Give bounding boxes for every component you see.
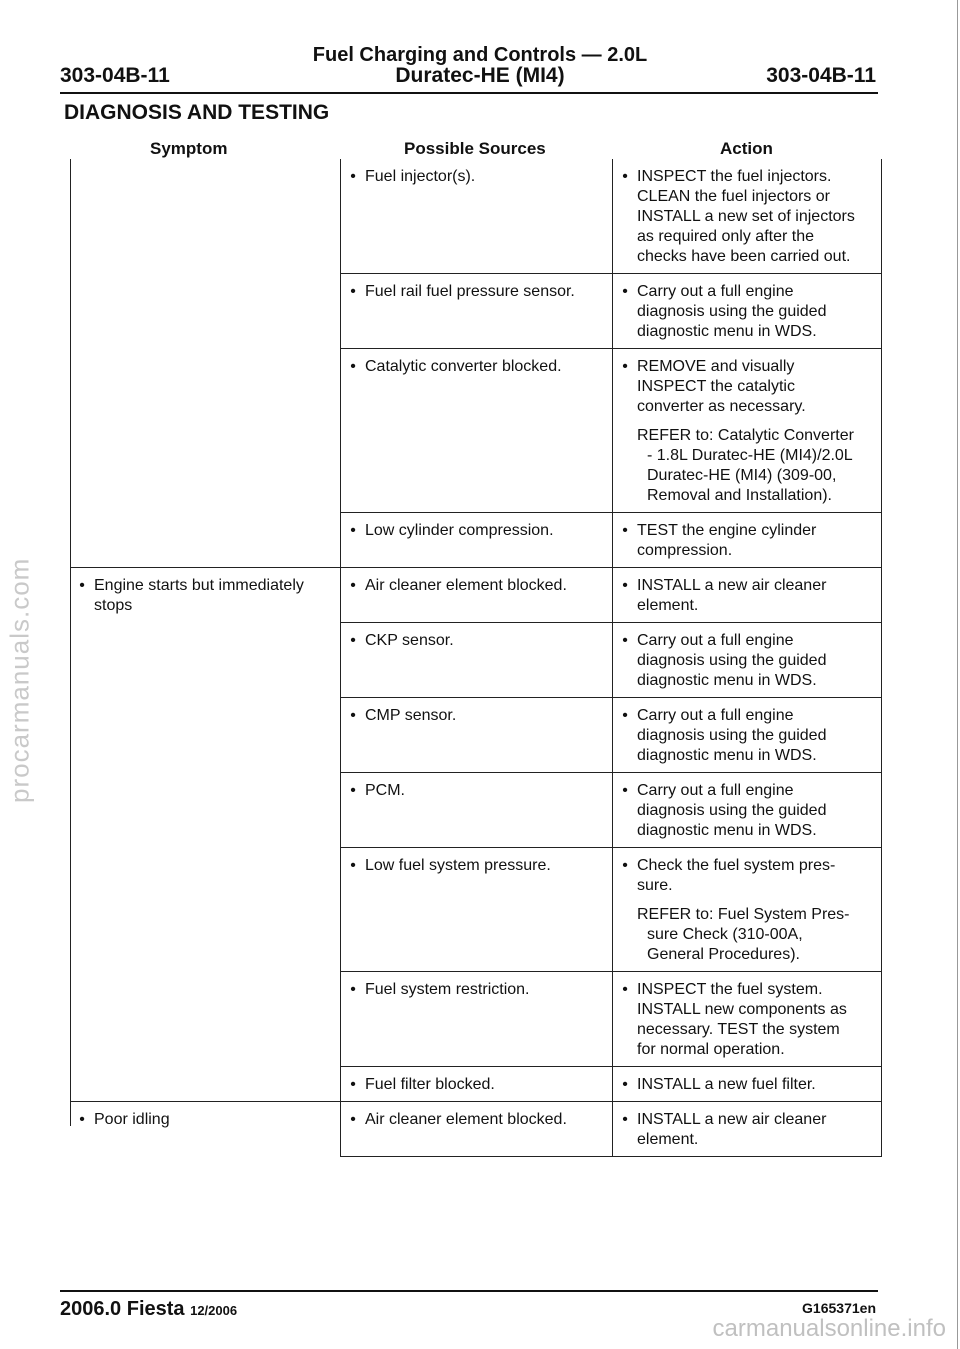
action-line: diagnostic menu in WDS.: [637, 672, 817, 689]
action-line: compression.: [637, 542, 733, 559]
source-cell: [340, 159, 612, 273]
action-line: diagnosis using the guided: [637, 303, 827, 320]
header-rule: [60, 92, 878, 94]
table-row: [70, 567, 882, 622]
footer-rule: [60, 1290, 878, 1292]
reference-text: [613, 905, 881, 965]
source-cell: [340, 273, 612, 348]
footer-code: G165371en: [802, 1300, 876, 1316]
watermark-left: procarmanuals.com: [4, 557, 35, 803]
action-cell: [612, 1066, 882, 1101]
action-line: INSTALL a new fuel filter.: [637, 1076, 816, 1093]
action-cell: [612, 697, 882, 772]
symptom-cell: [70, 512, 340, 567]
action-cell: [612, 971, 882, 1066]
symptom-cell: [70, 971, 340, 1066]
table-row: [70, 273, 882, 348]
symptom-cell: [70, 622, 340, 697]
action-line: INSPECT the fuel injectors.: [637, 168, 832, 185]
source-text: CMP sensor.: [365, 707, 457, 724]
symptom-cell: [70, 697, 340, 772]
action-text: [637, 521, 881, 561]
bullet-icon: •: [350, 782, 356, 799]
bullet-icon: •: [350, 1076, 356, 1093]
action-line: Carry out a full engine: [637, 632, 794, 649]
source-text: Air cleaner element blocked.: [365, 577, 567, 594]
source-text: CKP sensor.: [365, 632, 454, 649]
action-text: [637, 631, 881, 691]
bullet-icon: •: [350, 981, 356, 998]
header-title-line2: Duratec-HE (MI4): [395, 64, 565, 87]
symptom-text: Poor idling: [94, 1111, 170, 1128]
action-line: INSTALL a new air cleaner: [637, 577, 827, 594]
bullet-icon: •: [622, 782, 628, 799]
table-row: [70, 697, 882, 772]
action-line: REMOVE and visually: [637, 358, 795, 375]
bullet-icon: •: [622, 857, 628, 874]
bullet-icon: •: [622, 283, 628, 300]
bullet-icon: •: [350, 168, 356, 185]
action-line: necessary. TEST the system: [637, 1021, 840, 1038]
action-cell: [612, 273, 882, 348]
action-line: as required only after the: [637, 228, 814, 245]
source-text: Low fuel system pressure.: [365, 857, 551, 874]
watermark-bottom: carmanualsonline.info: [712, 1315, 946, 1342]
reference-text: [613, 426, 881, 506]
symptom-text: Engine starts but immediately stops: [94, 577, 304, 614]
action-line: diagnostic menu in WDS.: [637, 323, 817, 340]
source-text: Air cleaner element blocked.: [365, 1111, 567, 1128]
reference-line: REFER to: Catalytic Converter: [637, 427, 854, 444]
action-line: Carry out a full engine: [637, 707, 794, 724]
action-text: [637, 357, 881, 417]
action-line: INSPECT the fuel system.: [637, 981, 823, 998]
header-title-line1: Fuel Charging and Controls — 2.0L: [312, 44, 648, 66]
action-text: [637, 167, 881, 267]
source-cell: [340, 971, 612, 1066]
bullet-icon: •: [350, 577, 356, 594]
table-row: [70, 1101, 882, 1157]
bullet-icon: •: [622, 1111, 628, 1128]
source-cell: [340, 348, 612, 512]
bullet-icon: •: [622, 577, 628, 594]
reference-line: General Procedures).: [647, 946, 800, 963]
bullet-icon: •: [622, 358, 628, 375]
action-text: [637, 1110, 881, 1150]
bullet-icon: •: [622, 981, 628, 998]
action-line: Carry out a full engine: [637, 283, 794, 300]
table-row: [70, 159, 882, 273]
action-cell: [612, 1101, 882, 1157]
symptom-cell: [70, 772, 340, 847]
bullet-icon: •: [350, 522, 356, 539]
table-row: [70, 622, 882, 697]
symptom-cell: [70, 348, 340, 512]
page-code-left: 303-04B-11: [60, 64, 170, 87]
action-text: [637, 1075, 881, 1095]
action-line: INSTALL a new set of injectors: [637, 208, 855, 225]
action-line: diagnostic menu in WDS.: [637, 747, 817, 764]
action-line: Carry out a full engine: [637, 782, 794, 799]
footer-date: 12/2006: [190, 1303, 238, 1318]
reference-line: REFER to: Fuel System Pres-: [637, 906, 850, 923]
action-line: INSTALL new components as: [637, 1001, 847, 1018]
source-text: PCM.: [365, 782, 405, 799]
source-text: Low cylinder compression.: [365, 522, 554, 539]
bullet-icon: •: [350, 632, 356, 649]
source-cell: [340, 567, 612, 622]
source-cell: [340, 697, 612, 772]
symptom-cell: [70, 1066, 340, 1101]
action-text: [637, 706, 881, 766]
symptom-cell: [70, 847, 340, 971]
action-line: diagnosis using the guided: [637, 802, 827, 819]
bullet-icon: •: [622, 168, 628, 185]
table-row: [70, 1066, 882, 1101]
action-text: [637, 856, 881, 896]
action-line: diagnostic menu in WDS.: [637, 822, 817, 839]
source-text: Catalytic converter blocked.: [365, 358, 562, 375]
action-cell: [612, 512, 882, 567]
source-cell: [340, 622, 612, 697]
table-row: [70, 348, 882, 512]
action-line: CLEAN the fuel injectors or: [637, 188, 830, 205]
action-text: [637, 282, 881, 342]
table-row: [70, 512, 882, 567]
bullet-icon: •: [622, 632, 628, 649]
reference-line: Removal and Installation).: [647, 487, 832, 504]
bullet-icon: •: [622, 1076, 628, 1093]
action-cell: [612, 622, 882, 697]
bullet-icon: •: [350, 857, 356, 874]
page-edge-rule: [957, 0, 958, 1349]
bullet-icon: •: [622, 522, 628, 539]
action-line: checks have been carried out.: [637, 248, 851, 265]
bullet-icon: •: [350, 283, 356, 300]
source-cell: [340, 847, 612, 971]
action-line: TEST the engine cylinder: [637, 522, 817, 539]
source-cell: [340, 512, 612, 567]
source-cell: [340, 1066, 612, 1101]
action-line: INSTALL a new air cleaner: [637, 1111, 827, 1128]
bullet-icon: •: [622, 707, 628, 724]
bullet-icon: •: [79, 1111, 85, 1128]
footer-model-name: 2006.0 Fiesta: [60, 1298, 185, 1320]
section-title: DIAGNOSIS AND TESTING: [64, 101, 330, 124]
action-line: INSPECT the catalytic: [637, 378, 795, 395]
column-header-action: Action: [720, 139, 773, 158]
reference-line: - 1.8L Duratec-HE (MI4)/2.0L: [647, 447, 853, 464]
symptom-cell: [70, 159, 340, 273]
source-cell: [340, 1101, 612, 1157]
action-text: [637, 980, 881, 1060]
table-row: [70, 971, 882, 1066]
column-header-symptom: Symptom: [150, 139, 228, 158]
reference-line: sure Check (310-00A,: [647, 926, 803, 943]
action-line: converter as necessary.: [637, 398, 806, 415]
bullet-icon: •: [350, 358, 356, 375]
action-cell: [612, 159, 882, 273]
source-text: Fuel rail fuel pressure sensor.: [365, 283, 575, 300]
reference-line: Duratec-HE (MI4) (309-00,: [647, 467, 837, 484]
bullet-icon: •: [350, 1111, 356, 1128]
action-line: for normal operation.: [637, 1041, 785, 1058]
footer-model: [60, 1298, 237, 1321]
action-line: diagnosis using the guided: [637, 727, 827, 744]
source-cell: [340, 772, 612, 847]
table-row: [70, 847, 882, 971]
action-line: element.: [637, 1131, 699, 1148]
action-line: sure.: [637, 877, 673, 894]
action-cell: [612, 567, 882, 622]
table-row: [70, 772, 882, 847]
source-text: Fuel filter blocked.: [365, 1076, 495, 1093]
symptom-cell: [70, 567, 340, 622]
symptom-cell: [70, 1101, 340, 1157]
symptom-cell: [70, 273, 340, 348]
action-line: Check the fuel system pres-: [637, 857, 836, 874]
column-header-sources: Possible Sources: [404, 139, 546, 158]
source-text: Fuel system restriction.: [365, 981, 530, 998]
diagnosis-table: [70, 159, 882, 1157]
action-cell: [612, 847, 882, 971]
action-text: [637, 781, 881, 841]
source-text: Fuel injector(s).: [365, 168, 476, 185]
action-line: element.: [637, 597, 699, 614]
action-cell: [612, 772, 882, 847]
action-line: diagnosis using the guided: [637, 652, 827, 669]
bullet-icon: •: [350, 707, 356, 724]
action-cell: [612, 348, 882, 512]
page-code-right: 303-04B-11: [766, 64, 876, 87]
bullet-icon: •: [79, 577, 85, 594]
action-text: [637, 576, 881, 616]
